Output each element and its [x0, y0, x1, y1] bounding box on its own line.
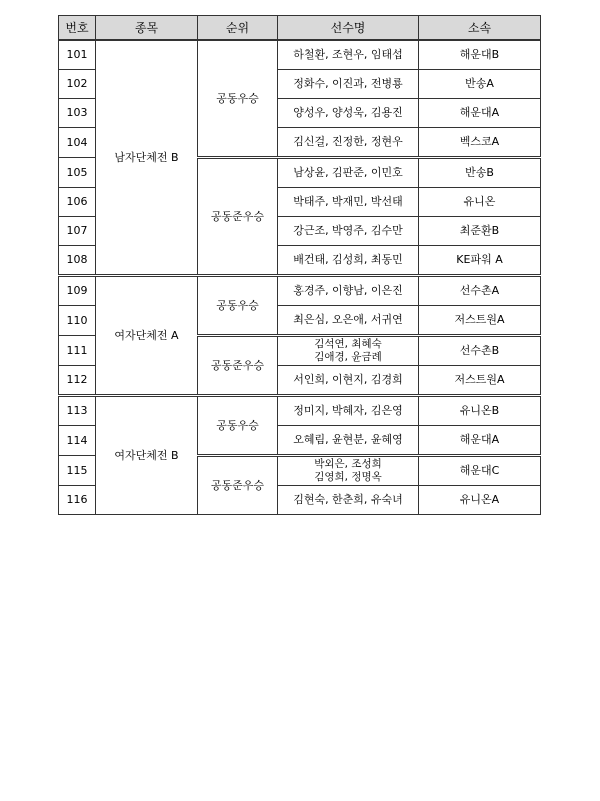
row-no: 116 [59, 486, 96, 515]
affiliation-cell: 유니온 [419, 188, 541, 217]
event-cell: 남자단체전 B [96, 40, 198, 276]
row-no: 115 [59, 456, 96, 486]
header-event: 종목 [96, 16, 198, 41]
players-cell: 박태주, 박재민, 박선태 [278, 188, 419, 217]
row-no: 101 [59, 40, 96, 70]
row-no: 102 [59, 70, 96, 99]
players-line: 박외은, 조성희 [314, 458, 382, 470]
rank-cell: 공동우승 [198, 276, 278, 336]
players-cell: 김신걸, 진정한, 정현우 [278, 128, 419, 158]
players-line: 김영희, 정명옥 [314, 471, 382, 483]
affiliation-cell: 벡스코A [419, 128, 541, 158]
players-cell: 배건태, 김성희, 최동민 [278, 246, 419, 276]
row-no: 106 [59, 188, 96, 217]
players-cell: 서인희, 이현지, 김경희 [278, 366, 419, 396]
players-cell [278, 336, 419, 366]
row-no: 113 [59, 396, 96, 426]
players-cell: 하철환, 조현우, 임태섭 [278, 40, 419, 70]
affiliation-cell: 선수촌A [419, 276, 541, 306]
row-no: 103 [59, 99, 96, 128]
affiliation-cell: 해운대C [419, 456, 541, 486]
affiliation-cell: 유니온A [419, 486, 541, 515]
affiliation-cell: 유니온B [419, 396, 541, 426]
table-row [59, 396, 541, 426]
header-players: 선수명 [278, 16, 419, 41]
affiliation-cell: 해운대A [419, 426, 541, 456]
rank-cell: 공동우승 [198, 40, 278, 158]
affiliation-cell: 저스트원A [419, 306, 541, 336]
players-cell: 오혜림, 윤현분, 윤혜영 [278, 426, 419, 456]
row-no: 109 [59, 276, 96, 306]
players-cell: 김현숙, 한춘희, 유숙녀 [278, 486, 419, 515]
players-cell: 정미지, 박혜자, 김은영 [278, 396, 419, 426]
affiliation-cell: 해운대B [419, 40, 541, 70]
table-body [59, 40, 541, 515]
table-header [59, 16, 541, 41]
event-cell: 여자단체전 A [96, 276, 198, 396]
table-row [59, 40, 541, 70]
row-no: 107 [59, 217, 96, 246]
affiliation-cell: 선수촌B [419, 336, 541, 366]
players-cell: 최은심, 오은애, 서귀연 [278, 306, 419, 336]
row-no: 114 [59, 426, 96, 456]
affiliation-cell: 최준환B [419, 217, 541, 246]
header-affiliation: 소속 [419, 16, 541, 41]
rank-cell: 공동우승 [198, 396, 278, 456]
rank-cell: 공동준우승 [198, 158, 278, 276]
affiliation-cell: 반송B [419, 158, 541, 188]
row-no: 110 [59, 306, 96, 336]
affiliation-cell: 반송A [419, 70, 541, 99]
header-row [59, 16, 541, 41]
event-cell: 여자단체전 B [96, 396, 198, 515]
header-no: 번호 [59, 16, 96, 41]
row-no: 104 [59, 128, 96, 158]
players-line: 김애경, 윤금례 [314, 351, 382, 363]
players-cell: 홍경주, 이향남, 이은진 [278, 276, 419, 306]
rank-cell: 공동준우승 [198, 336, 278, 396]
row-no: 111 [59, 336, 96, 366]
affiliation-cell: KE파워 A [419, 246, 541, 276]
row-no: 108 [59, 246, 96, 276]
header-rank: 순위 [198, 16, 278, 41]
players-line: 김석연, 최혜숙 [314, 338, 382, 350]
results-table [58, 15, 541, 515]
affiliation-cell: 해운대A [419, 99, 541, 128]
row-no: 112 [59, 366, 96, 396]
players-cell: 강근조, 박영주, 김수만 [278, 217, 419, 246]
row-no: 105 [59, 158, 96, 188]
players-cell: 남상윤, 김판준, 이민호 [278, 158, 419, 188]
rank-cell: 공동준우승 [198, 456, 278, 515]
players-cell [278, 456, 419, 486]
players-cell: 정화수, 이진과, 전병룡 [278, 70, 419, 99]
players-cell: 양성우, 양성욱, 김용진 [278, 99, 419, 128]
affiliation-cell: 저스트원A [419, 366, 541, 396]
table-row [59, 276, 541, 306]
